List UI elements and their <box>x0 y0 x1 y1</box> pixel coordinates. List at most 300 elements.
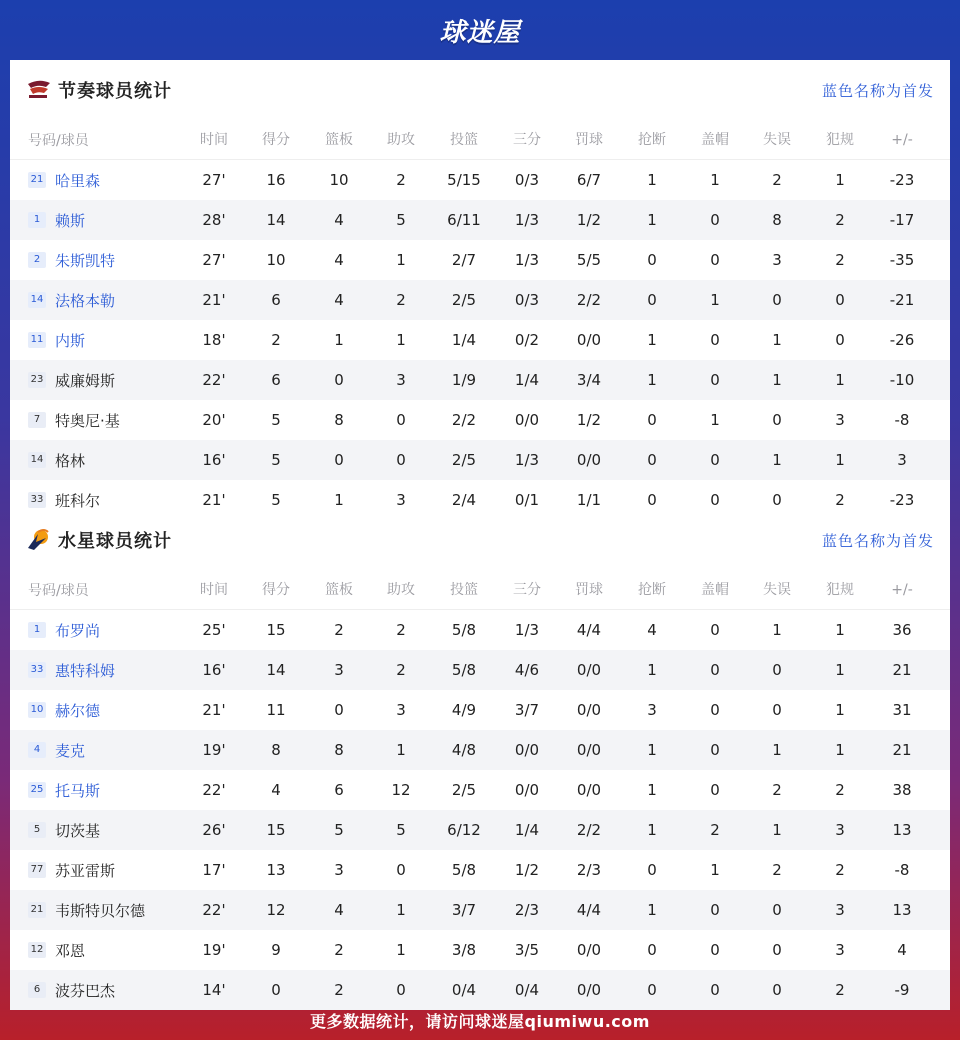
player-row[interactable] <box>10 200 950 240</box>
stat-steals: 0 <box>647 291 657 309</box>
stat-rebounds: 2 <box>334 941 344 959</box>
stat-blocks: 1 <box>710 291 720 309</box>
stat-blocks: 0 <box>710 451 720 469</box>
stat-ft: 3/4 <box>576 371 602 389</box>
jersey-number-badge: 21 <box>28 172 46 188</box>
stat-assists: 12 <box>391 781 411 799</box>
stat-time: 27' <box>202 171 226 189</box>
stat-ft: 1/2 <box>576 211 602 229</box>
player-row[interactable] <box>10 240 950 280</box>
stat-rebounds: 6 <box>334 781 344 799</box>
jersey-number-badge: 6 <box>28 982 46 998</box>
stat-threes: 0/3 <box>514 171 540 189</box>
stat-rebounds: 3 <box>334 661 344 679</box>
stat-fouls: 2 <box>835 781 845 799</box>
player-name-link[interactable]: 格林 <box>55 451 86 470</box>
stat-points: 9 <box>271 941 281 959</box>
stat-blocks: 0 <box>710 941 720 959</box>
stat-turnovers: 1 <box>772 621 782 639</box>
stat-blocks: 0 <box>710 621 720 639</box>
stat-blocks: 0 <box>710 211 720 229</box>
jersey-number-badge: 2 <box>28 252 46 268</box>
stat-blocks: 0 <box>710 251 720 269</box>
player-row[interactable] <box>10 810 950 850</box>
stat-threes: 0/0 <box>514 741 540 759</box>
stat-plus-minus: 38 <box>892 781 912 799</box>
stat-points: 4 <box>271 781 281 799</box>
stat-blocks: 0 <box>710 371 720 389</box>
player-row[interactable] <box>10 890 950 930</box>
player-row[interactable] <box>10 770 950 810</box>
stat-time: 18' <box>202 331 226 349</box>
stat-plus-minus: -10 <box>889 371 915 389</box>
column-header-rebounds: 篮板 <box>325 132 353 148</box>
player-name-link[interactable]: 苏亚雷斯 <box>55 861 116 880</box>
footer-banner[interactable] <box>0 1000 960 1040</box>
stat-ft: 0/0 <box>576 701 602 719</box>
column-header-points: 得分 <box>262 582 290 598</box>
player-cell <box>28 850 115 890</box>
stat-assists: 2 <box>396 661 406 679</box>
stat-fg: 3/8 <box>451 941 477 959</box>
stat-blocks: 0 <box>710 781 720 799</box>
stat-ft: 5/5 <box>576 251 602 269</box>
stat-turnovers: 0 <box>772 491 782 509</box>
stat-fg: 2/2 <box>451 411 477 429</box>
stat-turnovers: 2 <box>772 171 782 189</box>
player-cell <box>28 930 85 970</box>
stat-fg: 4/9 <box>451 701 477 719</box>
column-header-rebounds: 篮板 <box>325 582 353 598</box>
stat-time: 27' <box>202 251 226 269</box>
stat-rebounds: 4 <box>334 211 344 229</box>
stat-plus-minus: -35 <box>889 251 915 269</box>
stat-ft: 1/2 <box>576 411 602 429</box>
jersey-number-badge: 4 <box>28 742 46 758</box>
stat-steals: 1 <box>647 821 657 839</box>
player-name-link[interactable]: 哈里森 <box>55 171 101 190</box>
jersey-number-badge: 23 <box>28 372 46 388</box>
stat-steals: 1 <box>647 331 657 349</box>
stat-ft: 0/0 <box>576 941 602 959</box>
stat-ft: 2/2 <box>576 821 602 839</box>
stat-threes: 0/3 <box>514 291 540 309</box>
stat-fouls: 1 <box>835 451 845 469</box>
column-header-fg: 投篮 <box>450 582 478 598</box>
stat-threes: 1/3 <box>514 451 540 469</box>
stat-plus-minus: 13 <box>892 901 912 919</box>
player-name-link[interactable]: 赫尔德 <box>55 701 101 720</box>
stat-blocks: 0 <box>710 701 720 719</box>
column-header-blocks: 盖帽 <box>701 132 729 148</box>
stat-time: 28' <box>202 211 226 229</box>
stat-rebounds: 8 <box>334 411 344 429</box>
player-row[interactable] <box>10 360 950 400</box>
stat-rebounds: 4 <box>334 251 344 269</box>
stat-assists: 0 <box>396 411 406 429</box>
stat-turnovers: 8 <box>772 211 782 229</box>
stat-steals: 0 <box>647 411 657 429</box>
stat-fg: 5/8 <box>451 621 477 639</box>
stat-fouls: 1 <box>835 171 845 189</box>
stat-plus-minus: -23 <box>889 491 915 509</box>
stat-points: 14 <box>266 661 286 679</box>
stat-fg: 0/4 <box>451 981 477 999</box>
stat-steals: 0 <box>647 251 657 269</box>
stat-rebounds: 0 <box>334 701 344 719</box>
stat-assists: 1 <box>396 251 406 269</box>
stat-ft: 0/0 <box>576 781 602 799</box>
stat-fouls: 3 <box>835 821 845 839</box>
player-row[interactable] <box>10 730 950 770</box>
stat-fg: 5/8 <box>451 861 477 879</box>
stat-points: 6 <box>271 371 281 389</box>
stat-steals: 0 <box>647 941 657 959</box>
column-header-fouls: 犯规 <box>826 582 854 598</box>
stat-rebounds: 5 <box>334 821 344 839</box>
column-header-ft: 罚球 <box>575 582 603 598</box>
column-header-threes: 三分 <box>513 132 541 148</box>
jersey-number-badge: 7 <box>28 412 46 428</box>
stat-fouls: 2 <box>835 981 845 999</box>
player-name-link[interactable]: 韦斯特贝尔德 <box>55 901 146 920</box>
stat-plus-minus: 4 <box>897 941 907 959</box>
stat-blocks: 1 <box>710 171 720 189</box>
player-row[interactable] <box>10 280 950 320</box>
column-header-points: 得分 <box>262 132 290 148</box>
stat-time: 17' <box>202 861 226 879</box>
stat-rebounds: 2 <box>334 981 344 999</box>
stat-fg: 2/7 <box>451 251 477 269</box>
brand-logo[interactable]: 球迷屋 <box>439 17 521 48</box>
stat-turnovers: 1 <box>772 371 782 389</box>
player-row[interactable] <box>10 400 950 440</box>
stat-fg: 6/12 <box>447 821 481 839</box>
stats-panel <box>10 60 950 1000</box>
stat-time: 22' <box>202 901 226 919</box>
player-name-link[interactable]: 班科尔 <box>55 491 101 510</box>
stat-steals: 4 <box>647 621 657 639</box>
stat-points: 15 <box>266 621 286 639</box>
player-name-link[interactable]: 特奥尼·基 <box>55 411 120 430</box>
player-row[interactable] <box>10 850 950 890</box>
stat-rebounds: 4 <box>334 291 344 309</box>
stat-steals: 1 <box>647 371 657 389</box>
column-header-ft: 罚球 <box>575 132 603 148</box>
jersey-number-badge: 12 <box>28 942 46 958</box>
stat-ft: 0/0 <box>576 661 602 679</box>
stat-turnovers: 0 <box>772 901 782 919</box>
player-name-link[interactable]: 邓恩 <box>55 941 86 960</box>
stat-turnovers: 0 <box>772 661 782 679</box>
stat-rebounds: 2 <box>334 621 344 639</box>
jersey-number-badge: 77 <box>28 862 46 878</box>
column-header-row <box>10 120 950 160</box>
top-header <box>0 0 960 60</box>
player-row[interactable] <box>10 610 950 650</box>
jersey-number-badge: 25 <box>28 782 46 798</box>
jersey-number-badge: 1 <box>28 622 46 638</box>
stat-turnovers: 3 <box>772 251 782 269</box>
stat-assists: 2 <box>396 621 406 639</box>
stat-blocks: 1 <box>710 411 720 429</box>
column-header-blocks: 盖帽 <box>701 582 729 598</box>
stat-points: 8 <box>271 741 281 759</box>
stat-steals: 1 <box>647 211 657 229</box>
stat-points: 6 <box>271 291 281 309</box>
stat-threes: 1/3 <box>514 211 540 229</box>
stat-assists: 1 <box>396 941 406 959</box>
stat-fg: 3/7 <box>451 901 477 919</box>
stat-plus-minus: 13 <box>892 821 912 839</box>
stat-rebounds: 1 <box>334 331 344 349</box>
team-section-mercury <box>10 510 950 1010</box>
stat-assists: 1 <box>396 901 406 919</box>
player-name-link[interactable]: 法格本勒 <box>55 291 116 310</box>
stat-steals: 1 <box>647 781 657 799</box>
stat-ft: 0/0 <box>576 981 602 999</box>
player-name-link[interactable]: 朱斯凯特 <box>55 251 116 270</box>
stat-steals: 0 <box>647 861 657 879</box>
stat-blocks: 0 <box>710 491 720 509</box>
stat-assists: 1 <box>396 741 406 759</box>
player-cell <box>28 440 85 480</box>
stat-threes: 0/0 <box>514 781 540 799</box>
stat-plus-minus: 36 <box>892 621 912 639</box>
column-header-plus-minus: +/- <box>891 582 913 598</box>
player-name-link[interactable]: 波芬巴杰 <box>55 981 116 1000</box>
player-row[interactable] <box>10 650 950 690</box>
stat-blocks: 1 <box>710 861 720 879</box>
stat-turnovers: 0 <box>772 941 782 959</box>
stat-fg: 1/4 <box>451 331 477 349</box>
stat-fouls: 1 <box>835 621 845 639</box>
column-header-steals: 抢断 <box>638 582 666 598</box>
stat-rebounds: 10 <box>329 171 349 189</box>
stat-assists: 3 <box>396 371 406 389</box>
stat-steals: 0 <box>647 981 657 999</box>
player-row[interactable] <box>10 690 950 730</box>
player-name-link[interactable]: 惠特科姆 <box>55 661 116 680</box>
stat-assists: 3 <box>396 491 406 509</box>
stat-fg: 5/8 <box>451 661 477 679</box>
column-header-time: 时间 <box>200 132 228 148</box>
player-name-link[interactable]: 切茨基 <box>55 821 101 840</box>
stat-fg: 5/15 <box>447 171 481 189</box>
player-row[interactable] <box>10 440 950 480</box>
column-header-player: 号码/球员 <box>28 133 89 149</box>
stat-threes: 0/0 <box>514 411 540 429</box>
stat-fouls: 3 <box>835 411 845 429</box>
column-header-plus-minus: +/- <box>891 132 913 148</box>
player-name-link[interactable]: 威廉姆斯 <box>55 371 116 390</box>
stat-assists: 1 <box>396 331 406 349</box>
stat-turnovers: 0 <box>772 411 782 429</box>
starter-legend-note: 蓝色名称为首发 <box>821 532 934 550</box>
player-name-link[interactable]: 布罗尚 <box>55 621 101 640</box>
rhythm-team-logo-icon <box>26 78 52 100</box>
team-section-rhythm <box>10 60 950 520</box>
stat-points: 5 <box>271 411 281 429</box>
stat-fouls: 1 <box>835 701 845 719</box>
stat-ft: 2/2 <box>576 291 602 309</box>
stat-rebounds: 3 <box>334 861 344 879</box>
stat-blocks: 0 <box>710 901 720 919</box>
stat-turnovers: 2 <box>772 781 782 799</box>
stat-fg: 2/5 <box>451 781 477 799</box>
stat-time: 19' <box>202 941 226 959</box>
stat-turnovers: 0 <box>772 701 782 719</box>
player-cell <box>28 320 85 360</box>
stat-ft: 1/1 <box>576 491 602 509</box>
stat-fg: 2/5 <box>451 451 477 469</box>
column-header-assists: 助攻 <box>387 582 415 598</box>
player-name-link[interactable]: 内斯 <box>55 331 86 350</box>
stat-points: 5 <box>271 491 281 509</box>
stat-ft: 0/0 <box>576 741 602 759</box>
stat-assists: 0 <box>396 451 406 469</box>
stat-fouls: 3 <box>835 901 845 919</box>
stat-points: 5 <box>271 451 281 469</box>
jersey-number-badge: 14 <box>28 292 46 308</box>
stat-fg: 2/4 <box>451 491 477 509</box>
player-row[interactable] <box>10 320 950 360</box>
player-cell <box>28 160 100 200</box>
stat-points: 0 <box>271 981 281 999</box>
stat-points: 11 <box>266 701 286 719</box>
column-header-steals: 抢断 <box>638 132 666 148</box>
stat-turnovers: 1 <box>772 741 782 759</box>
player-name-link[interactable]: 麦克 <box>55 741 86 760</box>
stat-steals: 1 <box>647 741 657 759</box>
team-title: 水星球员统计 <box>58 531 172 552</box>
stat-ft: 2/3 <box>576 861 602 879</box>
column-header-assists: 助攻 <box>387 132 415 148</box>
stat-fouls: 2 <box>835 491 845 509</box>
player-cell <box>28 730 85 770</box>
stat-points: 14 <box>266 211 286 229</box>
stat-fouls: 1 <box>835 661 845 679</box>
stat-ft: 4/4 <box>576 901 602 919</box>
stat-fouls: 2 <box>835 251 845 269</box>
stat-rebounds: 0 <box>334 371 344 389</box>
stat-time: 22' <box>202 781 226 799</box>
starter-legend-note: 蓝色名称为首发 <box>821 82 934 100</box>
stat-assists: 3 <box>396 701 406 719</box>
player-cell <box>28 240 115 280</box>
stat-time: 20' <box>202 411 226 429</box>
stat-fouls: 2 <box>835 861 845 879</box>
stat-fouls: 1 <box>835 741 845 759</box>
stat-time: 22' <box>202 371 226 389</box>
stat-time: 25' <box>202 621 226 639</box>
stat-turnovers: 1 <box>772 821 782 839</box>
stat-ft: 4/4 <box>576 621 602 639</box>
player-name-link[interactable]: 托马斯 <box>55 781 101 800</box>
column-header-threes: 三分 <box>513 582 541 598</box>
jersey-number-badge: 5 <box>28 822 46 838</box>
stat-plus-minus: -21 <box>889 291 915 309</box>
team-header <box>10 510 950 570</box>
jersey-number-badge: 21 <box>28 902 46 918</box>
footer-text: 更多数据统计，请访问球迷屋qiumiwu.com <box>310 1011 650 1031</box>
jersey-number-badge: 1 <box>28 212 46 228</box>
stat-turnovers: 2 <box>772 861 782 879</box>
player-row[interactable] <box>10 930 950 970</box>
stat-rebounds: 4 <box>334 901 344 919</box>
player-name-link[interactable]: 赖斯 <box>55 211 86 230</box>
stat-assists: 2 <box>396 291 406 309</box>
stat-threes: 1/3 <box>514 251 540 269</box>
player-cell <box>28 690 100 730</box>
stat-assists: 5 <box>396 821 406 839</box>
stat-points: 2 <box>271 331 281 349</box>
stat-time: 19' <box>202 741 226 759</box>
stat-threes: 3/5 <box>514 941 540 959</box>
stat-steals: 3 <box>647 701 657 719</box>
jersey-number-badge: 14 <box>28 452 46 468</box>
player-cell <box>28 200 85 240</box>
stat-fg: 1/9 <box>451 371 477 389</box>
stat-steals: 0 <box>647 451 657 469</box>
stat-ft: 0/0 <box>576 451 602 469</box>
player-cell <box>28 610 100 650</box>
stat-turnovers: 1 <box>772 331 782 349</box>
stat-plus-minus: -17 <box>889 211 915 229</box>
stat-plus-minus: -8 <box>894 411 910 429</box>
stat-threes: 0/1 <box>514 491 540 509</box>
stat-turnovers: 0 <box>772 981 782 999</box>
stat-steals: 1 <box>647 661 657 679</box>
stat-plus-minus: -23 <box>889 171 915 189</box>
stat-threes: 1/2 <box>514 861 540 879</box>
stat-threes: 0/2 <box>514 331 540 349</box>
column-header-time: 时间 <box>200 582 228 598</box>
player-cell <box>28 770 100 810</box>
stat-time: 26' <box>202 821 226 839</box>
stat-points: 12 <box>266 901 286 919</box>
stat-plus-minus: 21 <box>892 661 912 679</box>
stat-turnovers: 0 <box>772 291 782 309</box>
player-row[interactable] <box>10 160 950 200</box>
jersey-number-badge: 33 <box>28 492 46 508</box>
jersey-number-badge: 33 <box>28 662 46 678</box>
stat-threes: 4/6 <box>514 661 540 679</box>
stat-threes: 0/4 <box>514 981 540 999</box>
stat-threes: 2/3 <box>514 901 540 919</box>
player-cell <box>28 810 100 850</box>
player-cell <box>28 280 115 320</box>
stat-ft: 0/0 <box>576 331 602 349</box>
column-header-player: 号码/球员 <box>28 583 89 599</box>
stat-blocks: 0 <box>710 741 720 759</box>
stat-fg: 2/5 <box>451 291 477 309</box>
stat-fouls: 2 <box>835 211 845 229</box>
column-header-fg: 投篮 <box>450 132 478 148</box>
stat-time: 14' <box>202 981 226 999</box>
stat-steals: 1 <box>647 171 657 189</box>
stat-points: 10 <box>266 251 286 269</box>
stat-time: 16' <box>202 451 226 469</box>
stat-fouls: 0 <box>835 331 845 349</box>
player-cell <box>28 400 120 440</box>
stat-fouls: 3 <box>835 941 845 959</box>
stat-blocks: 0 <box>710 981 720 999</box>
stat-plus-minus: 31 <box>892 701 912 719</box>
stat-assists: 0 <box>396 861 406 879</box>
jersey-number-badge: 11 <box>28 332 46 348</box>
stat-fg: 4/8 <box>451 741 477 759</box>
